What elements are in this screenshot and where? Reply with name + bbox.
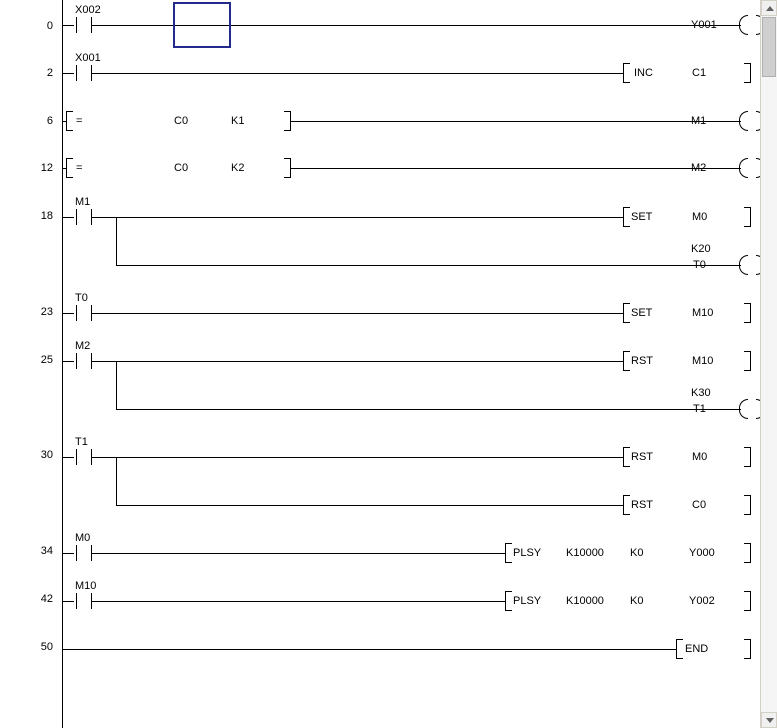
wire (291, 121, 741, 122)
instruction-bracket-right (744, 639, 751, 659)
wire (63, 553, 74, 554)
compare-bracket-right (284, 158, 291, 178)
instruction-bracket-right (744, 303, 751, 323)
wire (63, 649, 677, 650)
step-number-gutter (0, 0, 62, 728)
compare-operand-a: C0 (174, 162, 189, 174)
instruction-operand: M10 (692, 355, 714, 367)
instruction-operand: M0 (692, 211, 708, 223)
wire (91, 313, 624, 314)
compare-operator: = (76, 162, 83, 174)
scroll-down-button[interactable] (761, 712, 777, 728)
step-number: 18 (40, 210, 53, 222)
contact-label: X002 (75, 4, 101, 16)
contact-label: T0 (75, 292, 88, 304)
compare-bracket-right (284, 111, 291, 131)
instruction-operand: M0 (692, 451, 708, 463)
instruction-name: PLSY (513, 547, 542, 559)
compare-operand-b: K1 (231, 115, 245, 127)
wire (91, 361, 624, 362)
instruction-name: END (685, 643, 709, 655)
wire (91, 553, 506, 554)
step-number: 25 (40, 354, 53, 366)
step-number: 12 (40, 162, 53, 174)
instruction-name: RST (631, 451, 653, 463)
step-number: 2 (46, 67, 53, 79)
step-number: 6 (46, 115, 53, 127)
scrollbar-thumb[interactable] (762, 17, 776, 77)
instruction-bracket-left (676, 639, 683, 659)
contact-label: M2 (75, 340, 91, 352)
contact-label: T1 (75, 436, 88, 448)
wire (91, 217, 624, 218)
instruction-bracket-left (623, 303, 630, 323)
timer-label: T0 (693, 259, 706, 271)
vertical-scrollbar[interactable] (760, 0, 777, 728)
instruction-bracket-left (623, 207, 630, 227)
wire (63, 361, 74, 362)
instruction-bracket-right (744, 207, 751, 227)
step-number: 23 (40, 306, 53, 318)
coil-label: M1 (691, 115, 707, 127)
compare-operator: = (76, 115, 83, 127)
ladder-canvas[interactable] (61, 0, 761, 728)
wire (116, 409, 741, 410)
instruction-bracket-left (623, 495, 630, 515)
instruction-operand: C1 (692, 67, 707, 79)
branch-wire (116, 217, 117, 266)
instruction-operand: C0 (692, 499, 707, 511)
step-number: 50 (40, 641, 53, 653)
compare-operand-a: C0 (174, 115, 189, 127)
contact-label: M0 (75, 532, 91, 544)
instruction-bracket-left (623, 63, 630, 83)
step-number: 0 (46, 20, 53, 32)
step-number: 30 (40, 449, 53, 461)
wire (116, 265, 741, 266)
instruction-name: RST (631, 499, 653, 511)
compare-bracket-left (66, 158, 73, 178)
instruction-bracket-right (744, 63, 751, 83)
instruction-name: INC (634, 67, 653, 79)
timer-preset: K20 (691, 243, 711, 255)
instruction-operand-1: K10000 (566, 547, 604, 559)
contact-label: X001 (75, 52, 101, 64)
chevron-down-icon (766, 718, 774, 723)
instruction-operand-1: K10000 (566, 595, 604, 607)
edit-cursor[interactable] (173, 2, 231, 48)
coil-label: Y001 (691, 19, 717, 31)
compare-bracket-left (66, 111, 73, 131)
instruction-name: SET (631, 211, 653, 223)
instruction-bracket-left (505, 543, 512, 563)
instruction-name: SET (631, 307, 653, 319)
coil-label: M2 (691, 162, 707, 174)
wire (63, 73, 74, 74)
instruction-bracket-left (623, 447, 630, 467)
step-number: 42 (40, 593, 53, 605)
instruction-bracket-right (744, 591, 751, 611)
instruction-operand-3: Y000 (689, 547, 715, 559)
instruction-name: PLSY (513, 595, 542, 607)
branch-wire (116, 361, 117, 410)
wire (91, 601, 506, 602)
instruction-bracket-right (744, 447, 751, 467)
wire (63, 601, 74, 602)
instruction-operand-3: Y002 (689, 595, 715, 607)
wire (63, 313, 74, 314)
left-power-rail (62, 0, 63, 728)
compare-operand-b: K2 (231, 162, 245, 174)
scroll-up-button[interactable] (761, 0, 777, 16)
scrollbar-track[interactable] (761, 16, 777, 712)
timer-label: T1 (693, 403, 706, 415)
timer-preset: K30 (691, 387, 711, 399)
instruction-name: RST (631, 355, 653, 367)
instruction-operand: M10 (692, 307, 714, 319)
instruction-bracket-right (744, 543, 751, 563)
instruction-bracket-left (623, 351, 630, 371)
branch-wire (116, 457, 117, 506)
instruction-operand-2: K0 (630, 595, 644, 607)
instruction-bracket-right (744, 351, 751, 371)
wire (91, 73, 624, 74)
wire (291, 168, 741, 169)
wire (63, 457, 74, 458)
contact-label: M10 (75, 580, 97, 592)
instruction-bracket-left (505, 591, 512, 611)
wire (63, 25, 74, 26)
chevron-up-icon (766, 6, 774, 11)
step-number: 34 (40, 545, 53, 557)
instruction-bracket-right (744, 495, 751, 515)
contact-label: M1 (75, 196, 91, 208)
wire (91, 457, 624, 458)
wire (63, 217, 74, 218)
wire (116, 505, 624, 506)
instruction-operand-2: K0 (630, 547, 644, 559)
